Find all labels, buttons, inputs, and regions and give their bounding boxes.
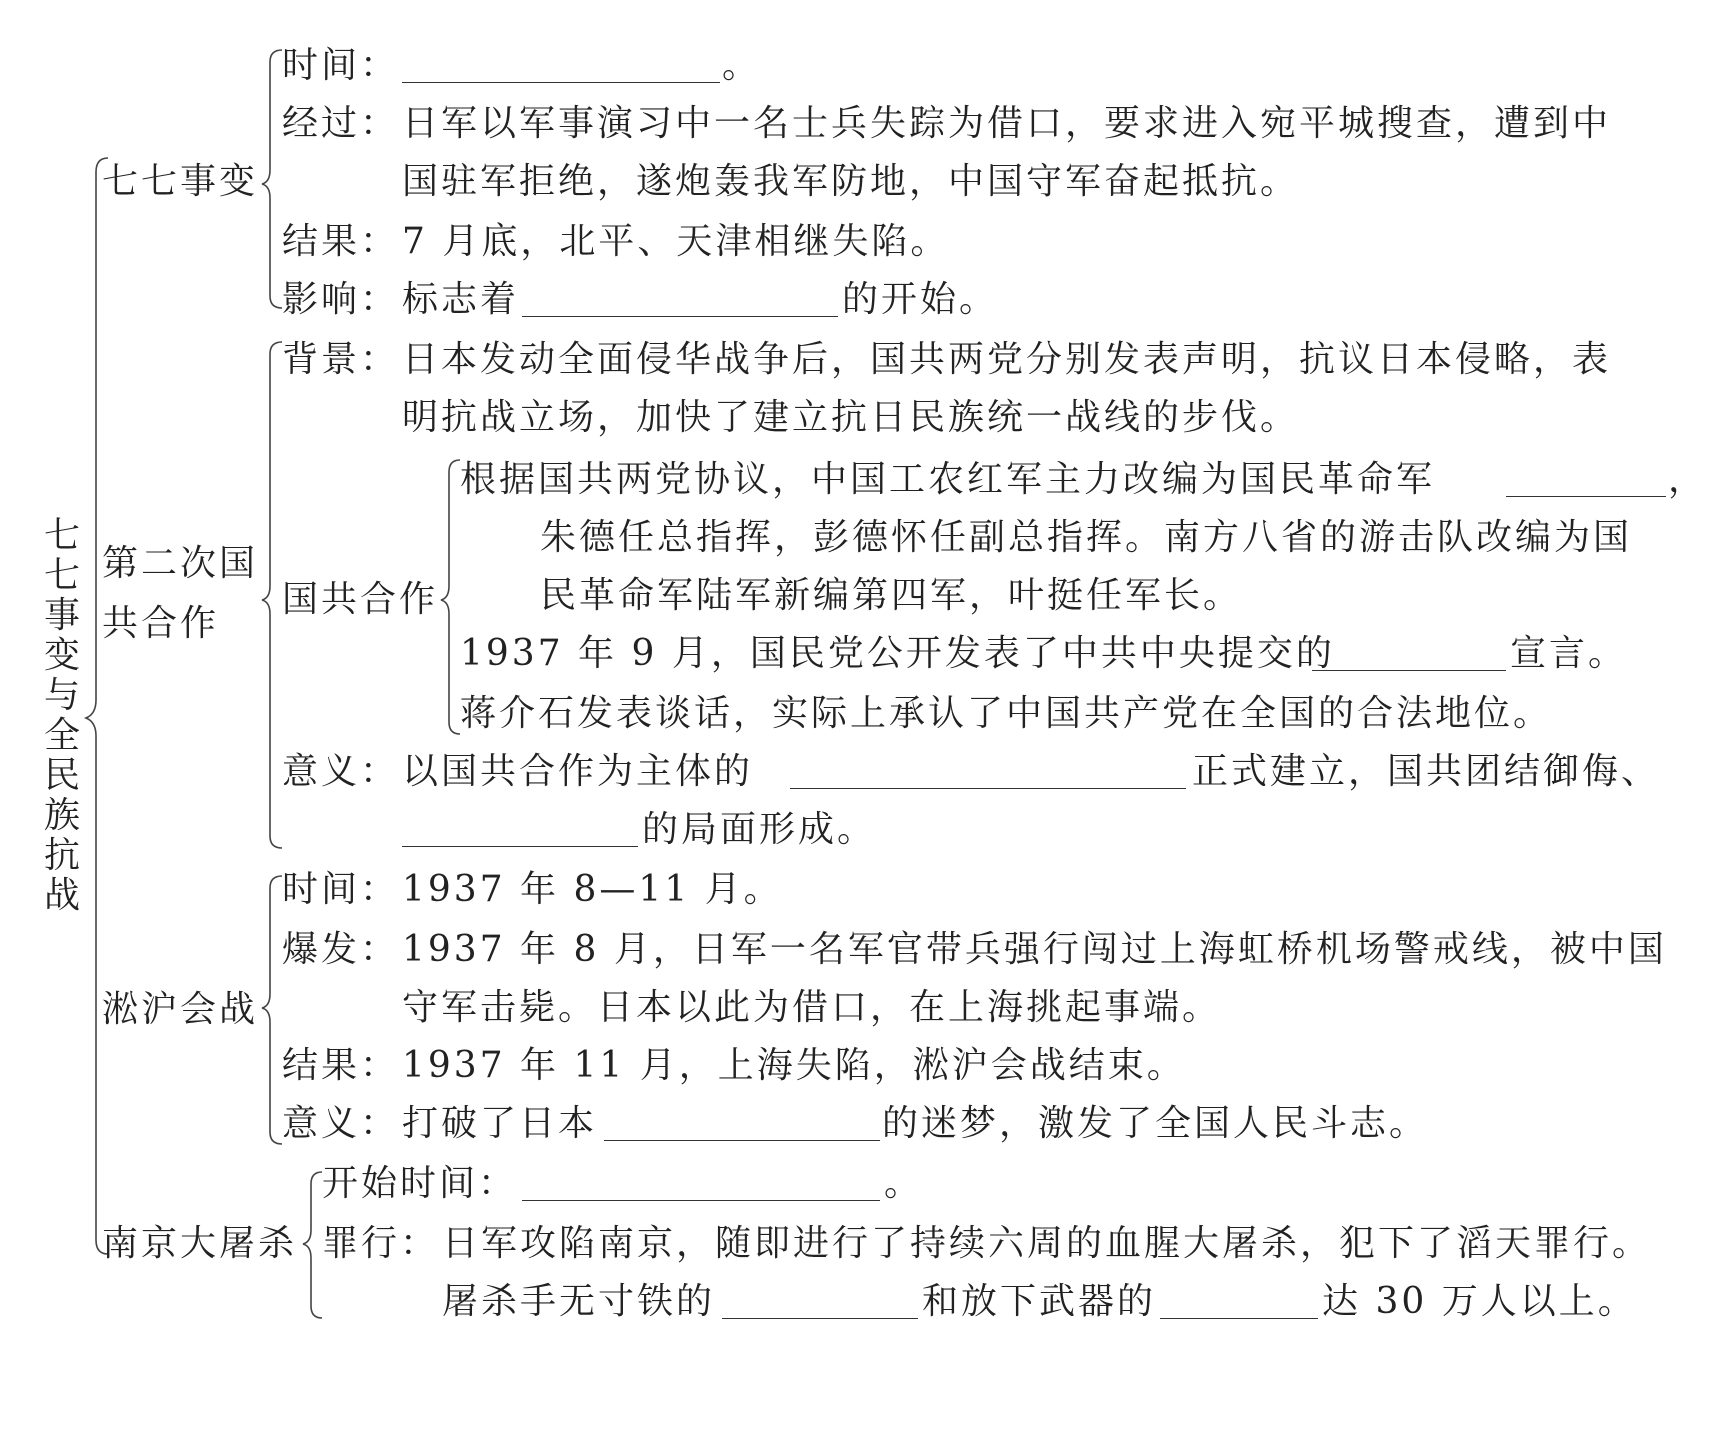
text-77-process-1: 日军以军事演习中一名士兵失踪为借口，要求进入宛平城搜查，遭到中 [402, 103, 1612, 144]
label-cooperation: 国共合作 [282, 579, 439, 620]
text-coop-bg-1: 日本发动全面侵华战争后，国共两党分别发表声明，抗议日本侵略，表 [402, 339, 1612, 380]
bracket-nanjing [303, 1172, 322, 1318]
text-coop-meaning-post: 正式建立，国共团结御侮、 [1192, 751, 1661, 792]
blank-nanjing-start[interactable] [522, 1200, 880, 1201]
section-coop-title-1: 第二次国 [102, 543, 259, 584]
label-songhu-result: 结果： [282, 1045, 400, 1086]
label-meaning: 意义： [282, 751, 400, 792]
section-nanjing-title: 南京大屠杀 [102, 1223, 298, 1264]
text-songhu-result: 1937 年 11 月，上海失陷，淞沪会战结束。 [402, 1045, 1186, 1086]
text-nanjing-crime-1: 日军攻陷南京，随即进行了持续六周的血腥大屠杀，犯下了滔天罪行。 [442, 1223, 1652, 1264]
root-bracket [86, 158, 108, 1254]
text-nanjing-crime-2-post: 达 30 万人以上。 [1322, 1281, 1637, 1322]
text-songhu-meaning-pre: 打破了日本 [402, 1103, 598, 1144]
text-coop-5: 蒋介石发表谈话，实际上承认了中国共产党在全国的合法地位。 [460, 693, 1553, 734]
label-outbreak: 爆发： [282, 929, 400, 970]
blank-coop-united-front[interactable] [790, 788, 1186, 789]
bracket-77-incident [262, 50, 282, 308]
text-77-process-2: 国驻军拒绝，遂炮轰我军防地，中国守军奋起抵抗。 [402, 161, 1300, 202]
text-coop-3: 民革命军陆军新编第四军，叶挺任军长。 [540, 575, 1243, 616]
text-coop-meaning-pre: 以国共合作为主体的 [402, 751, 754, 792]
text-coop-bg-2: 明抗战立场，加快了建立抗日民族统一战线的步伐。 [402, 397, 1300, 438]
label-process: 经过： [282, 103, 400, 144]
label-time: 时间： [282, 45, 400, 86]
section-77-title: 七七事变 [102, 161, 259, 202]
label-songhu-time: 时间： [282, 869, 400, 910]
label-result: 结果： [282, 221, 400, 262]
text-77-result: 7 月底，北平、天津相继失陷。 [402, 221, 950, 262]
text-songhu-outbreak-2: 守军击毙。日本以此为借口，在上海挑起事端。 [402, 987, 1222, 1028]
blank-coop-army[interactable] [1506, 496, 1666, 497]
text-coop-1-pre: 根据国共两党协议，中国工农红军主力改编为国民革命军 [460, 459, 1436, 500]
text-songhu-outbreak-1: 1937 年 8 月，日军一名军官带兵强行闯过上海虹桥机场警戒线，被中国 [402, 929, 1667, 970]
text-nanjing-crime-2-pre: 屠杀手无寸铁的 [442, 1281, 716, 1322]
label-background: 背景： [282, 339, 400, 380]
blank-77-time[interactable] [402, 82, 720, 83]
root-title: 七七事变与全民族抗战 [43, 515, 80, 916]
blank-nanjing-soldiers[interactable] [1160, 1318, 1318, 1319]
label-start-time: 开始时间： [322, 1163, 518, 1204]
blank-coop-situation[interactable] [402, 846, 638, 847]
label-songhu-meaning: 意义： [282, 1103, 400, 1144]
text-nanjing-start-end: 。 [884, 1163, 924, 1204]
text-77-impact-post: 的开始。 [842, 279, 999, 320]
section-songhu-title: 淞沪会战 [102, 989, 259, 1030]
blank-songhu-dream[interactable] [604, 1140, 880, 1141]
blank-nanjing-civilians[interactable] [722, 1318, 918, 1319]
label-crime: 罪行： [322, 1223, 440, 1264]
label-impact: 影响： [282, 279, 400, 320]
text-coop-meaning-2: 的局面形成。 [642, 809, 877, 850]
text-coop-4-post: 宣言。 [1510, 633, 1628, 674]
text-coop-4-pre: 1937 年 9 月，国民党公开发表了中共中央提交的 [460, 633, 1335, 674]
text-77-impact-pre: 标志着 [402, 279, 520, 320]
blank-77-impact[interactable] [522, 316, 838, 317]
blank-coop-declaration[interactable] [1312, 670, 1506, 671]
bracket-songhu [262, 876, 282, 1144]
text-77-time-end: 。 [722, 45, 762, 86]
section-coop-title-2: 共合作 [102, 603, 220, 644]
text-nanjing-crime-2-mid: 和放下武器的 [922, 1281, 1157, 1322]
bracket-cooperation-detail [441, 460, 460, 734]
text-coop-2: 朱德任总指挥，彭德怀任副总指挥。南方八省的游击队改编为国 [540, 517, 1633, 558]
text-coop-1-post: ， [1668, 459, 1708, 500]
text-songhu-time: 1937 年 8—11 月。 [402, 869, 783, 910]
text-songhu-meaning-post: 的迷梦，激发了全国人民斗志。 [882, 1103, 1429, 1144]
bracket-second-cooperation [262, 342, 282, 848]
